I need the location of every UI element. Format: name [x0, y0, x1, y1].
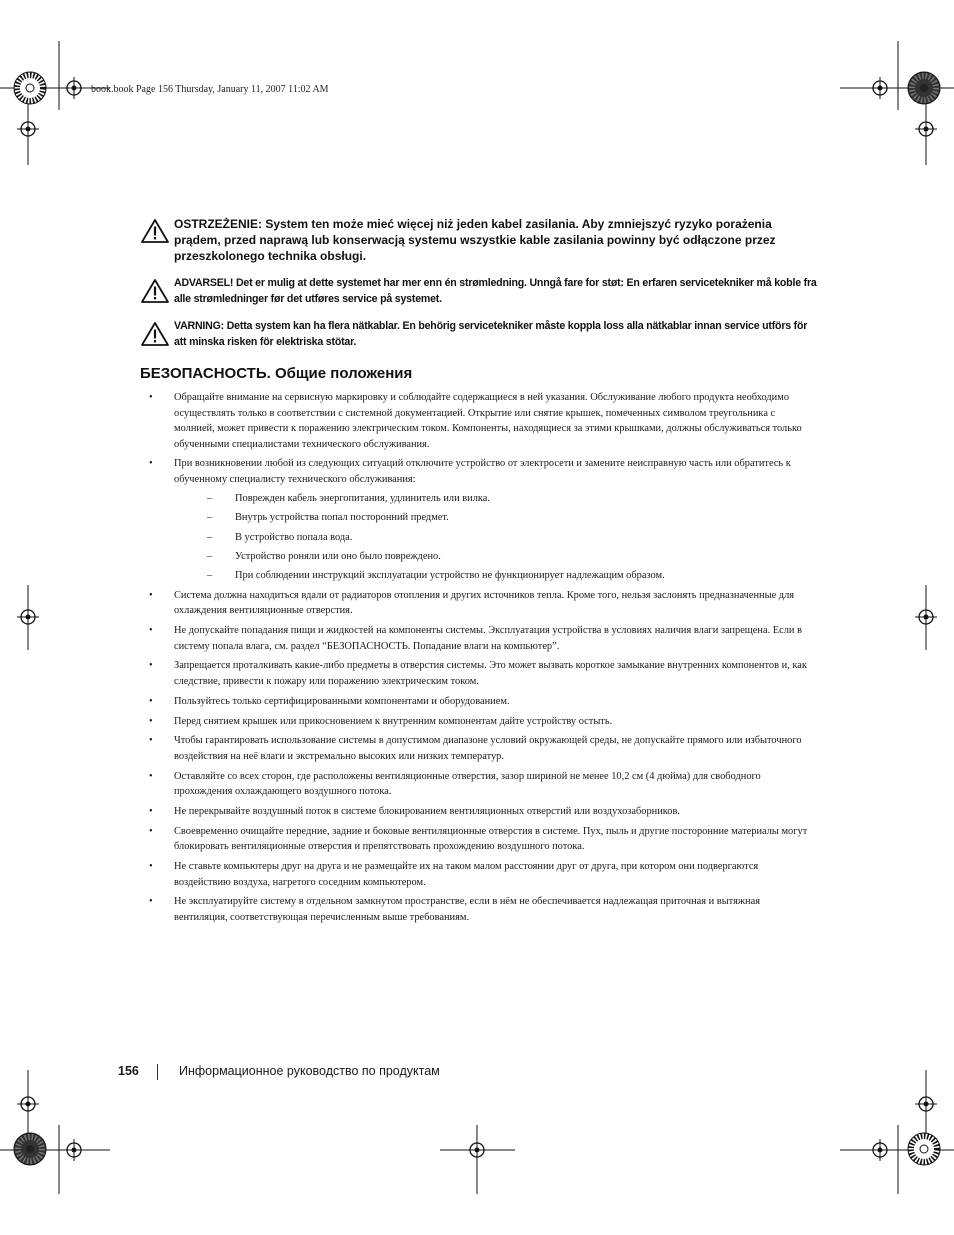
warning-text-swedish: VARNING: Detta system kan ha flera nätkablar. En behörig servicetekniker måste koppla loss alla nätkablar innan service utförs för att minska risken för elektriska stötar. — [174, 320, 808, 348]
bullet-marker: • — [149, 458, 153, 470]
dash-marker: – — [207, 570, 213, 582]
registration-crosshair-icon — [915, 1093, 937, 1115]
book-info-header: book.book Page 156 Thursday, January 11, 2007 11:02 AM — [91, 84, 329, 95]
bullet-marker: • — [149, 392, 153, 403]
dash-marker: – — [207, 512, 213, 524]
warning-text-norwegian: ADVARSEL! Det er mulig at dette systemet har mer enn én strømledning. Unngå fare for støt: En erfaren servicetekniker må koble fra alle strømledninger før det utføres service på systemet. — [174, 277, 817, 305]
bullet-marker: • — [149, 589, 153, 601]
warning-text-polish: OSTRZEŻENIE: System ten może mieć więcej niż jeden kabel zasilania. Aby zmniejszyć ryzyko porażenia prądem, przed naprawą lub konserwacją systemu wszystkie kable zasilania powinny być odłączone przez przeszkolonego technika obsługi. — [174, 217, 776, 263]
list-item-text: Не допускайте попадания пищи и жидкостей на компоненты системы. Эксплуатация устройства в условиях наличия влаги запрещена. Если в систему попала влага, см. раздел “БЕЗОПАСНОСТЬ. Попадание влаги на компьютер”. — [174, 625, 802, 652]
list-item-text: При возникновении любой из следующих ситуаций отключите устройство от электросети и замените неисправную часть или обратитесь к обученному специалисту технического обслуживания: — [174, 458, 791, 485]
list-item-text: Не эксплуатируйте систему в отдельном замкнутом пространстве, если в нём не обеспечивается надлежащая приточная и вытяжная вентиляция, соответствующая перечисленным выше требованиям. — [174, 896, 760, 923]
list-item-text: Своевременно очищайте передние, задние и боковые вентиляционные отверстия в системе. Пух, пыль и другие посторонние материалы могут блокировать вентиляционные отверстия и препятствовать прохождению воздушного потока. — [174, 825, 808, 853]
registration-crosshair-icon — [869, 1139, 891, 1161]
list-item-text: Не ставьте компьютеры друг на друга и не размещайте их на таком малом расстоянии друг от друга, при котором они подвергаются воздействию воздуха, нагретого соседним компьютером. — [174, 861, 759, 888]
sub-list-item-text: Внутрь устройства попал посторонний предмет. — [235, 512, 449, 524]
registration-crosshair-icon — [63, 1139, 85, 1161]
section-title: БЕЗОПАСНОСТЬ. Общие положения — [140, 365, 413, 382]
registration-starburst-icon — [906, 70, 942, 106]
registration-crosshair-icon — [63, 77, 85, 99]
list-item-text: Не перекрывайте воздушный поток в системе блокированием вентиляционных отверстий или воздухозаборников. — [174, 805, 681, 817]
bullet-marker: • — [149, 660, 153, 672]
registration-crosshair-icon — [915, 118, 937, 140]
page-number: 156 — [118, 1064, 139, 1078]
list-item-text: Чтобы гарантировать использование системы в допустимом диапазоне условий окружающей среды, не допускайте прямого или избыточного воздействия на неё влаги и экстремально высоких или низких температур. — [174, 735, 802, 762]
list-item-text: Перед снятием крышек или прикосновением к внутренним компонентам дайте устройству остыть. — [174, 715, 613, 727]
dash-marker: – — [207, 550, 213, 562]
registration-crosshair-icon — [915, 606, 937, 628]
registration-crosshair-icon — [17, 118, 39, 140]
registration-crosshair-icon — [466, 1139, 488, 1161]
sub-list-item-text: Устройство роняли или оно было повреждено. — [235, 550, 441, 562]
list-item-text: Оставляйте со всех сторон, где расположены вентиляционные отверстия, зазор шириной не менее 10,2 см (4 дюйма) для свободного прохождения охлаждающего воздушного потока. — [174, 770, 761, 798]
list-item-text: Запрещается проталкивать какие-либо предметы в отверстия системы. Это может вызвать короткое замыкание внутренних компонентов и, как следствие, привести к пожару или поражению электрическим током. — [174, 660, 807, 687]
bullet-marker: • — [149, 735, 153, 747]
bullet-marker: • — [149, 695, 153, 707]
sub-list-item-text: Поврежден кабель энергопитания, удлинитель или вилка. — [235, 493, 490, 505]
bullet-marker: • — [149, 625, 153, 637]
registration-starburst-icon — [906, 1131, 942, 1167]
bullet-marker: • — [149, 861, 153, 873]
bullet-marker: • — [149, 825, 153, 837]
list-item-text: Пользуйтесь только сертифицированными компонентами и оборудованием. — [174, 695, 510, 707]
bullet-marker: • — [149, 770, 153, 782]
registration-crosshair-icon — [17, 1093, 39, 1115]
bullet-marker: • — [149, 715, 153, 727]
dash-marker: – — [207, 493, 213, 505]
bullet-marker: • — [149, 805, 153, 817]
list-item-text: Обращайте внимание на сервисную маркировку и соблюдайте содержащиеся в ней указания. Обслуживание любого продукта необходимо осуществлять только в соответствии с системной документацией. Открытие или снятие крышек, помеченных символом треугольника с молнией, может привести к поражению электрическим током. Компоненты, находящиеся за этими крышками, должны обслуживаться только обученными специалистами технического обслуживания. — [174, 392, 802, 450]
sub-list-item-text: При соблюдении инструкций эксплуатации устройство не функционирует надлежащим образом. — [235, 570, 665, 582]
registration-crosshair-icon — [869, 77, 891, 99]
bullet-marker: • — [149, 896, 153, 908]
list-item-text: Система должна находиться вдали от радиаторов отопления и других источников тепла. Кроме того, нельзя заслонять предназначенные для охлаждения вентиляционные отверстия. — [174, 589, 795, 617]
registration-starburst-icon — [12, 1131, 48, 1167]
dash-marker: – — [207, 531, 213, 543]
sub-list-item-text: В устройство попала вода. — [235, 531, 353, 543]
registration-starburst-icon — [12, 70, 48, 106]
footer-document-title: Информационное руководство по продуктам — [179, 1064, 440, 1078]
registration-crosshair-icon — [17, 606, 39, 628]
